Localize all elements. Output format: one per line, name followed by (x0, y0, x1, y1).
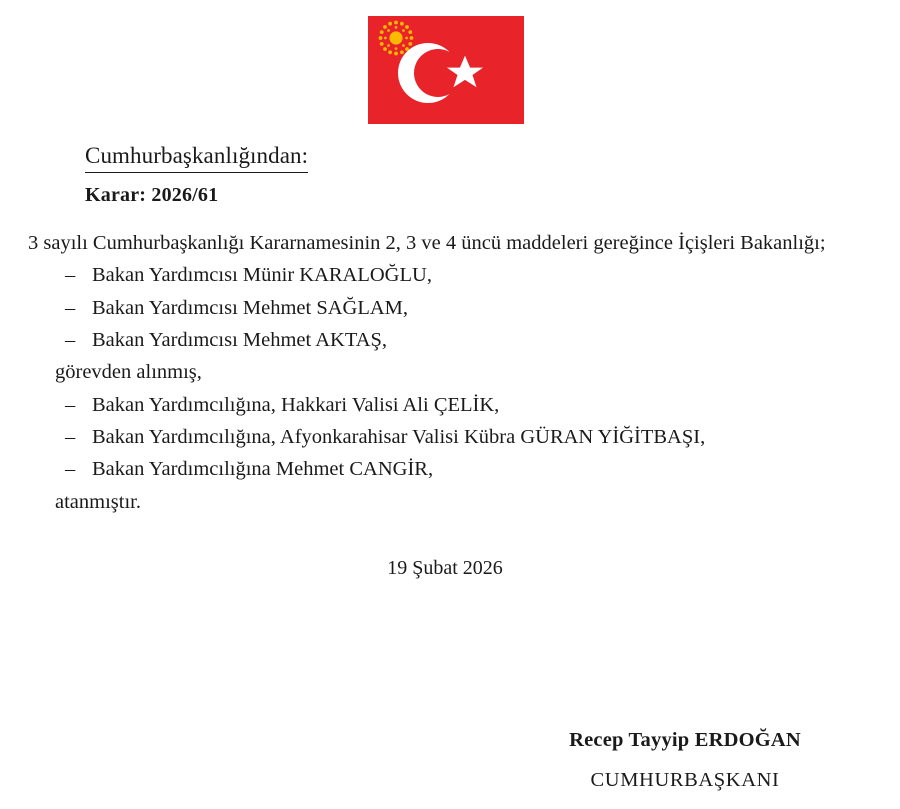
list-item-label: Bakan Yardımcısı Mehmet SAĞLAM, (92, 296, 409, 319)
list-item-label: Bakan Yardımcısı Mehmet AKTAŞ, (92, 328, 388, 351)
document-heading (85, 142, 845, 208)
decree-date: 19 Şubat 2026 (387, 557, 503, 579)
signature-block (520, 727, 850, 794)
list-item-label: Bakan Yardımcılığına, Afyonkarahisar Valisi Kübra GÜRAN YİĞİTBAŞI, (92, 426, 706, 449)
dash-bullet: – (65, 328, 76, 351)
list-item (28, 324, 873, 356)
signatory-title: CUMHURBAŞKANI (590, 768, 780, 791)
decision-number: Karar: 2026/61 (85, 183, 219, 206)
intro-paragraph: 3 sayılı Cumhurbaşkanlığı Kararnamesinin 2, 3 ve 4 üncü maddeleri gereğince İçişleri Bakanlığı; (28, 232, 826, 254)
turkish-flag-icon (368, 16, 524, 124)
dismissal-action-line: görevden alınmış, (55, 361, 202, 384)
document-body (28, 228, 873, 518)
list-item (28, 389, 873, 421)
dash-bullet: – (65, 296, 76, 319)
turkish-flag-emblem (368, 16, 524, 124)
dash-bullet: – (65, 458, 76, 481)
dash-bullet: – (65, 264, 76, 287)
appointment-list (28, 389, 873, 486)
signatory-name: Recep Tayyip ERDOĞAN (569, 729, 801, 751)
list-item-label: Bakan Yardımcısı Münir KARALOĞLU, (92, 264, 432, 287)
list-item (28, 292, 873, 324)
list-item-label: Bakan Yardımcılığına Mehmet CANGİR, (92, 458, 434, 481)
issuer-heading: Cumhurbaşkanlığından: (85, 142, 308, 173)
dash-bullet: – (65, 426, 76, 449)
list-item (28, 421, 873, 453)
list-item-label: Bakan Yardımcılığına, Hakkari Valisi Ali ÇELİK, (92, 393, 500, 416)
list-item (28, 259, 873, 291)
dismissal-list (28, 259, 873, 356)
appointment-action-line: atanmıştır. (55, 490, 141, 513)
dash-bullet: – (65, 393, 76, 416)
list-item (28, 453, 873, 485)
